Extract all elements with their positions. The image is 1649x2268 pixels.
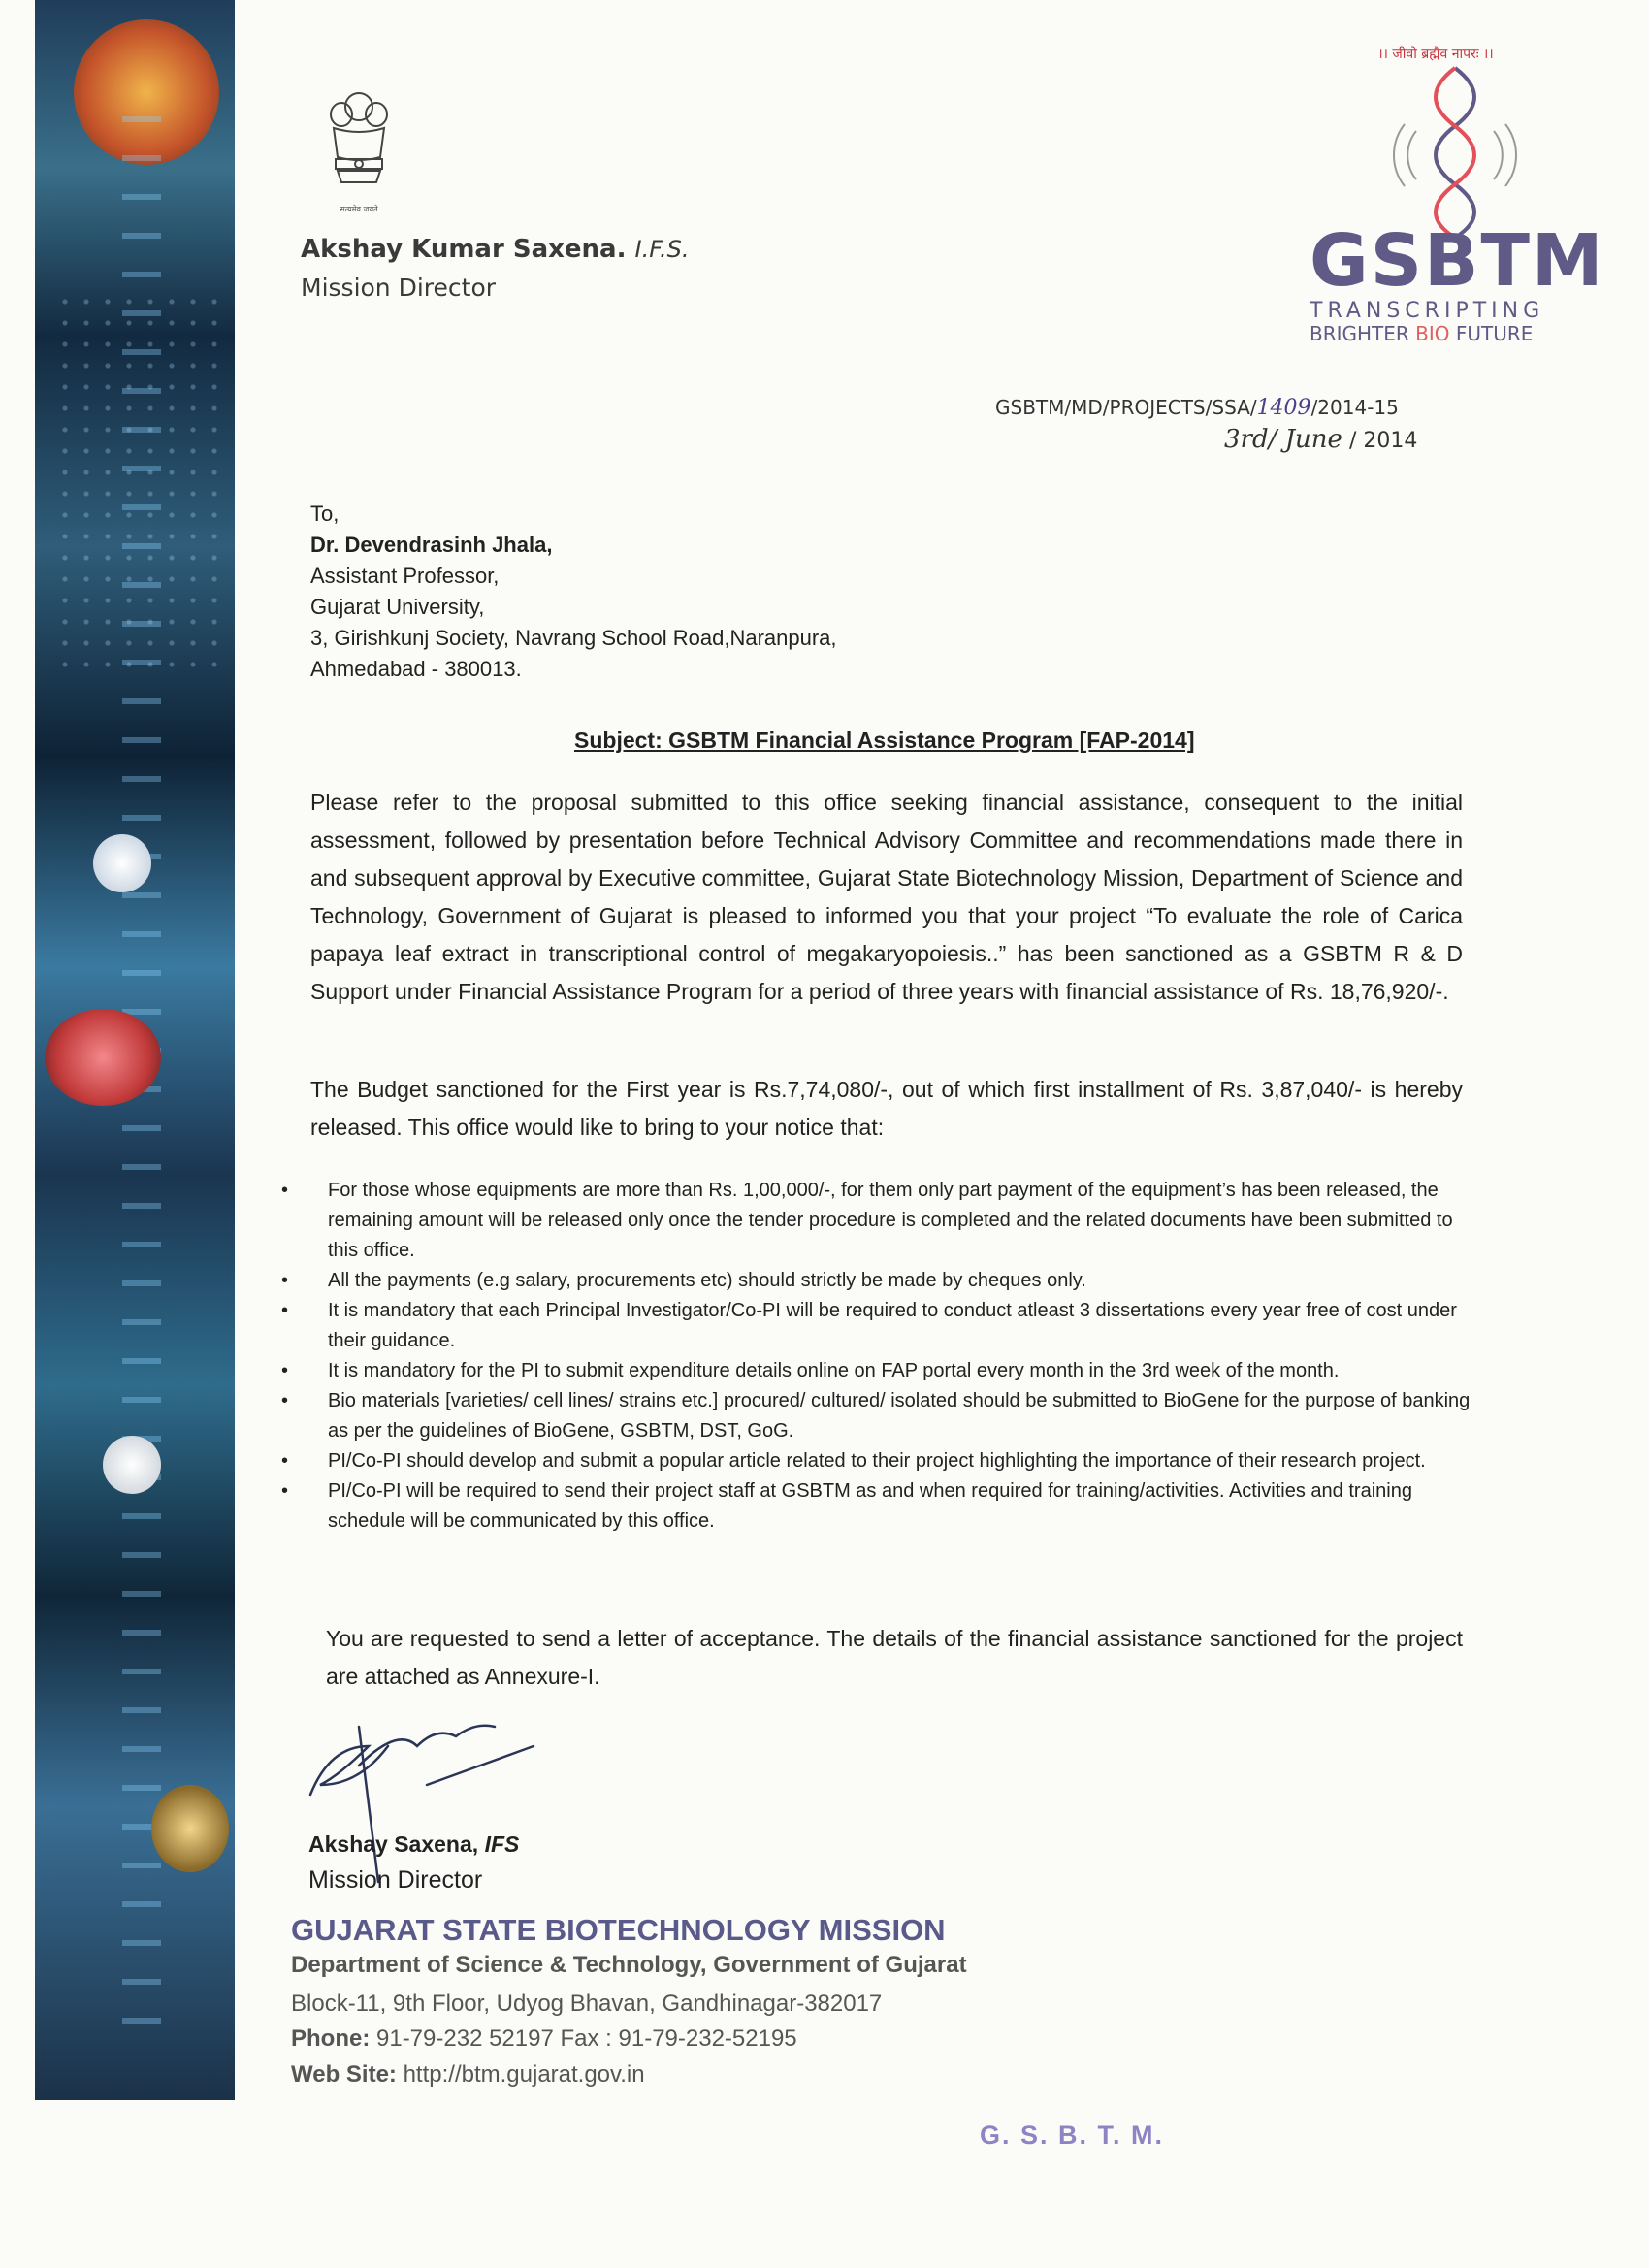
decorative-side-stripe (35, 0, 235, 2100)
organization-department: Department of Science & Technology, Government of Gujarat (291, 1952, 967, 1978)
subject-line: Subject: GSBTM Financial Assistance Program [FAP-2014] (574, 728, 1195, 753)
address-line: Assistant Professor, (310, 564, 500, 588)
logo-tagline-2 (1310, 322, 1591, 345)
list-item: • It is mandatory that each Principal Investigator/Co-PI will be required to conduct atleast 3 dissertations every year free of cost under their guidance. (281, 1296, 1472, 1356)
address-line: Ahmedabad - 380013. (310, 657, 522, 681)
signatory-suffix: IFS (484, 1831, 520, 1857)
recipient-address (310, 499, 837, 685)
emblem-caption: सत्यमेव जयते (340, 205, 378, 213)
office-stamp: G. S. B. T. M. (980, 2121, 1165, 2150)
logo-wordmark: GSBTM (1310, 219, 1605, 303)
sanskrit-motto: ।। जीवो ब्रह्मैव नापरः ।। (1377, 47, 1494, 62)
reference-number (995, 396, 1399, 420)
sender-name (301, 235, 689, 264)
organization-address: Block-11, 9th Floor, Udyog Bhavan, Gandhinagar-382017 (291, 1991, 883, 2017)
reference-prefix: GSBTM/MD/PROJECTS/SSA/ (995, 396, 1257, 419)
sender-suffix: I.F.S. (634, 236, 690, 263)
list-item: • Bio materials [varieties/ cell lines/ strains etc.] procured/ cultured/ isolated should be submitted to BioGene for the purpose of banking as per the guidelines of BioGene, GSBTM, DST, GoG. (281, 1386, 1472, 1446)
list-item: • It is mandatory for the PI to submit expenditure details online on FAP portal every month in the 3rd week of the month. (281, 1356, 1472, 1386)
test-tube-image (103, 1436, 161, 1494)
reference-number-handwritten: 1409 (1256, 396, 1311, 420)
body-paragraph-3: You are requested to send a letter of acceptance. The details of the financial assistance sanctioned for the project are attached as Annexure-I. (326, 1626, 1463, 1689)
signatory-title: Mission Director (308, 1866, 483, 1894)
body-paragraph-2: The Budget sanctioned for the First year is Rs.7,74,080/-, out of which first installment of Rs. 3,87,040/- is hereby released. This office would like to bring to your notice that: (310, 1077, 1463, 1140)
list-item: • PI/Co-PI should develop and submit a popular article related to their project highlighting the importance of their research project. (281, 1446, 1472, 1476)
tagline-word: FUTURE (1455, 322, 1534, 345)
organization-phone (291, 2025, 797, 2053)
culture-dish-image (45, 1009, 161, 1106)
address-to: To, (310, 502, 340, 526)
list-item: • PI/Co-PI will be required to send their project staff at GSBTM as and when required for training/activities. Activities and training schedule will be communicated by this office. (281, 1476, 1472, 1537)
handwritten-signature (301, 1688, 553, 1892)
sender-name-text: Akshay Kumar Saxena. (301, 235, 627, 264)
national-emblem-icon (320, 85, 398, 210)
body-paragraph-1: Please refer to the proposal submitted to this office seeking financial assistance, consequent to the initial assessment, followed by presentation before Technical Advisory Committee and recommendations made there in and subsequent approval by Executive committee, Gujarat State Biotechnology Mission, Department of Science and Technology, Government of Gujarat is pleased to informed you that your project “To evaluate the role of Carica papaya leaf extract in transcriptional control of megakaryopoiesis..” has been sanctioned as a GSBTM R & D Support under Financial Assistance Program for a period of three years with financial assistance of Rs. 18,76,920/-. (310, 790, 1463, 1004)
tagline-word: BRIGHTER (1310, 322, 1409, 345)
date-handwritten: 3rd/ June (1224, 425, 1342, 454)
list-item: • For those whose equipments are more than Rs. 1,00,000/-, for them only part payment of the equipment’s has been released, the remaining amount will be released only once the tender procedure is completed and the related documents have been submitted to this office. (281, 1176, 1472, 1266)
lab-flask-image (93, 834, 151, 892)
organization-name: GUJARAT STATE BIOTECHNOLOGY MISSION (291, 1913, 946, 1947)
reference-suffix: /2014-15 (1310, 396, 1399, 419)
date-year: / 2014 (1348, 429, 1418, 453)
logo-tagline: TRANSCRIPTING (1310, 299, 1545, 323)
conditions-list (281, 1176, 1472, 1537)
sender-title: Mission Director (301, 274, 497, 302)
website-value: http://btm.gujarat.gov.in (396, 2061, 645, 2088)
address-line: Gujarat University, (310, 595, 485, 619)
list-item: • All the payments (e.g salary, procurements etc) should strictly be made by cheques only. (281, 1266, 1472, 1296)
beaker-image (151, 1785, 229, 1872)
website-label: Web Site: (291, 2061, 397, 2088)
recipient-name: Dr. Devendrasinh Jhala, (310, 533, 553, 557)
signatory-name-text: Akshay Saxena, (308, 1831, 479, 1857)
letter-date (1224, 425, 1417, 454)
address-line: 3, Girishkunj Society, Navrang School Road,Naranpura, (310, 626, 837, 650)
tagline-bio: BIO (1415, 322, 1450, 345)
organization-website (291, 2061, 645, 2089)
phone-value: 91-79-232 52197 Fax : 91-79-232-52195 (370, 2025, 797, 2052)
signatory-name (308, 1831, 519, 1858)
phone-label: Phone: (291, 2025, 371, 2052)
